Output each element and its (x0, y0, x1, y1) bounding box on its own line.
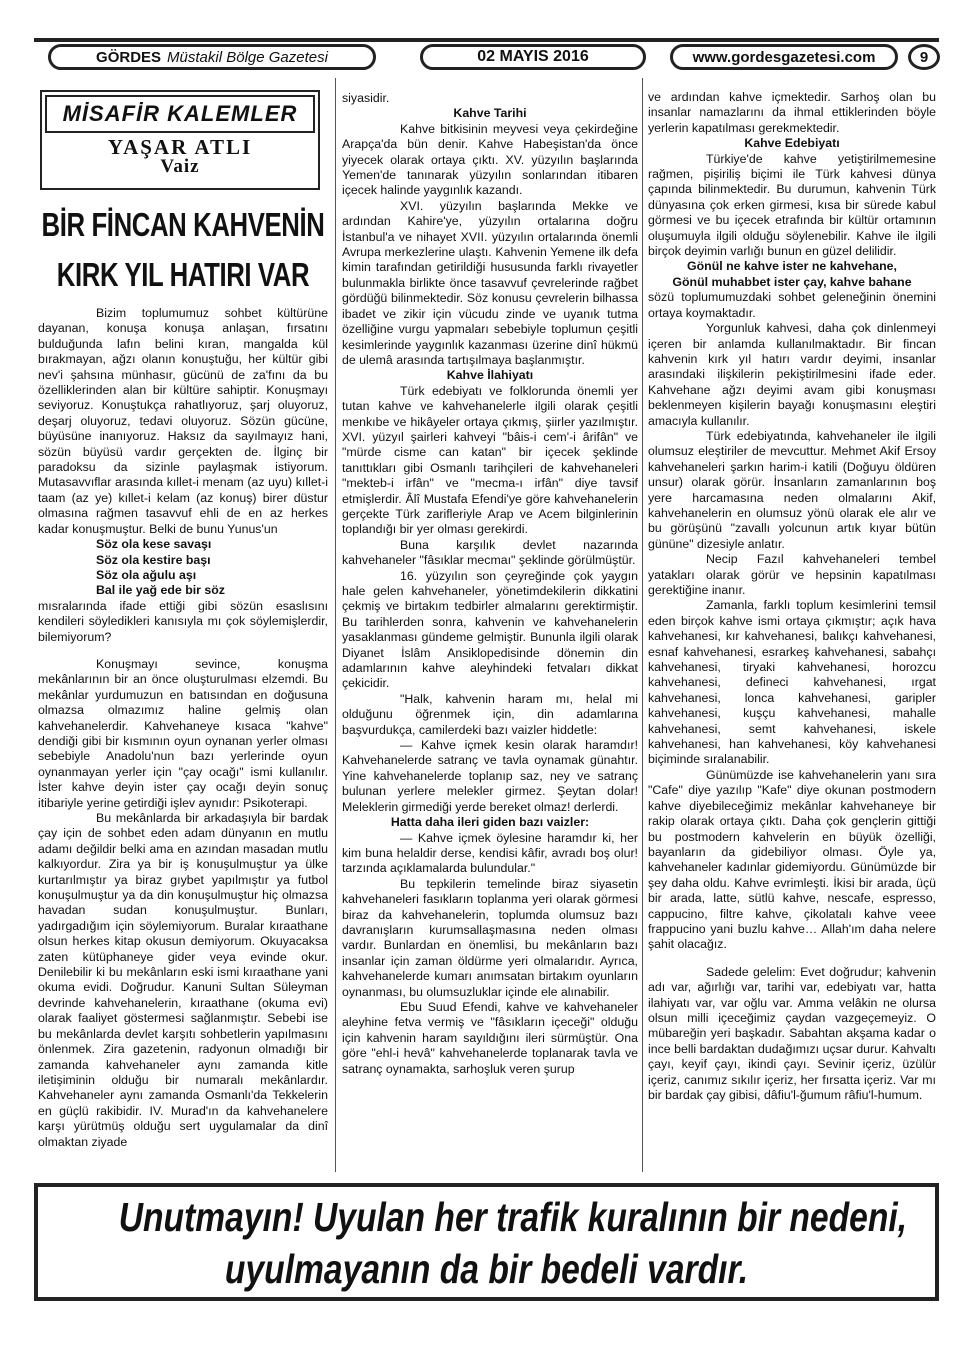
paragraph: Zamanla, farklı toplum kesimlerini temsil eden birçok kahve ismi ortaya çıkmıştır; açık hava kahvehanesi, kır kahvehanesi, balıkçı kahvehanesi, esnaf kahvehanesi, esrarkeş kahvehanesi, sabahçı kahvehanesi, tiryaki kahvehanesi, horozcu kahvehanesi, defineci kahvehanesi, ırgat kahvehanesi, lonca kahvehanesi, garipler kahvehanesi, kuşçu kahvehanesi, mahalle kahvehanesi, semt kahvehanesi, iskele kahvehanesi, han kahvehanesi, köy kahvehanesi biçiminde sıralanabilir. (648, 598, 936, 767)
paragraph: Ebu Suud Efendi, kahve ve kahvehaneler aleyhine fetva vermiş ve "fâsıkların içeceği" olduğu için kahvenin haram sayıldığını ileri sürmüştür. Ona göre "ehl-i hevâ" kahvehanelerde toplanarak tavla ve satranç oynamakta, sarhoşluk veren şurup (342, 999, 638, 1076)
paragraph: Necip Fazıl kahvehaneleri tembel yatakları olarak görür ve hepsinin kapatılması gerektiğine inanır. (648, 552, 936, 597)
subheading: Hatta daha ileri giden bazı vaizler: (390, 815, 590, 830)
paragraph: Sadede gelelim: Evet doğrudur; kahvenin adı var, ağırlığı var, tarihi var, edebiyatı var, hatta ilahiyatı var, var oğlu var. Amma velâkin ne olursa olsun milli içeceğimiz çaydan vazgeçemeyiz. O mübareğin yeri başkadır. Sabahtan akşama kadar o ince belli bardaktan dudağımızı uçsar durur. Kahvaltı çayı, keyif çayı, ikindi çayı. Sevinir içeriz, üzülür içeriz, canımız sıkılır içeriz, her fırsatta içeriz. Var mı bir bardak çay gibisi, dâfiu'l-ğumum râfiu'l-humum. (648, 964, 936, 1102)
headline-line-1: BİR FİNCAN KAHVENİN (41, 206, 325, 243)
paragraph: "Halk, kahvenin haram mı, helal mi olduğunu öğrenmek için, din adamlarına başvurdukça, camilerdeki bazı vaizler hiddetle: (342, 691, 638, 737)
paragraph: mısralarında ifade ettiği gibi sözün esaslısını kendileri söyledikleri kanısıyla mı çok söylemişlerdir, bilemiyorum? (38, 598, 328, 644)
paragraph: XVI. yüzyılın başlarında Mekke ve ardından Kahire'ye, yüzyılın ortalarına doğru İstanbul'a ve nihayet XVII. yüzyılın ortalarında önemli Avrupa merkezlerine ulaştı. Kahvenin Yemene ilk defa kimin tarafından getirildiği hususunda farklı rivayetler bulunmakla birlikte önce tasavvuf çevrelerinde rağbet gördüğü bilinmektedir. Söz konusu çevrelerin bilhassa ibadet ve zikir için vücudu zinde ve uyanık tutma özelliğine vurgu yapmaları sebebiyle toplumun çeşitli kesimlerinde yaygınlık kazanması üzerine dinî hükmü de ulemâ arasında tartışılmaya başlanmıştır. (342, 198, 638, 367)
paragraph: Yorgunluk kahvesi, daha çok dinlenmeyi içeren bir anlamda kullanılmaktadır. Bir fincan kahvenin kırk yıl hatırı vardır deyimi, insanlar arasındaki ilişkilerin pekiştirilmesini ifade eder. Kahvehane ağzı deyimi avam gibi konuşması beklenmeyen kişilerin bayağı konuşmasını eleştiri amacıyla kullanılır. (648, 321, 936, 428)
subheading: Kahve Edebiyatı (744, 136, 840, 151)
author-role: Vaiz (160, 156, 200, 177)
paragraph: Türk edebiyatında, kahvehaneler ile ilgili olumsuz eleştiriler de mevcuttur. Mehmet Akif Ersoy kahvehaneleri şarkın harim-i katili (Doğuyu öldüren unsur) olarak görür. İnsanların zamanlarının boş yere harcamasına neden olmalarını Akif, kahvehanelerin en olumsuz yönü olarak ele alır ve bu görüşünü "zavallı yolcunun artık kıyar bütün gününe" dizesiyle anlatır. (648, 428, 936, 551)
paragraph: Buna karşılık devlet nazarında kahvehaneler "fâsıklar mecmaı" şeklinde görülmüştür. (342, 537, 638, 568)
paragraph: Türkiye'de kahve yetiştirilmemesine rağmen, pişiriliş biçimi ile Türk kahvesi dünya çapında bilinmektedir. Bu durumun, kahvenin Türk dünyasına çok erken girmesi, kısa bir sürede kabul görmesi ve bu içecek etrafında bir kültür ortamının oluşumuyla ilgili olduğu söylenebilir. Kahve ile ilgili birçok deyimin varlığı bunun en güzel delilidir. (648, 151, 936, 259)
guest-writer-box (40, 90, 320, 190)
traffic-slogan-banner (34, 1183, 939, 1301)
poem-line: Söz ola ağulu aşı (96, 567, 197, 582)
header-rule (34, 38, 939, 42)
subheading: Kahve Tarihi (453, 106, 527, 121)
paragraph: ve ardından kahve içmektedir. Sarhoş olan bu insanlar namazlarını da ihmal ettiklerinden böyle yerlerin kapatılması gerekmektedir. (648, 90, 936, 135)
banner-line-1: Unutmayın! Uyulan her trafik kuralının bir nedeni, (118, 1194, 908, 1240)
subheading: Kahve İlahiyatı (446, 368, 534, 383)
poem-line: Bal ile yağ ede bir söz (96, 583, 225, 598)
masthead (34, 38, 939, 72)
issue-date: 02 MAYIS 2016 (420, 44, 646, 70)
paragraph: 16. yüzyılın son çeyreğinde çok yaygın hale gelen kahvehaneler, yönetimdekilerin dikkatini çekmiş ve birtakım tedbirler almalarını gerektirmiştir. Bu tarihlerden sonra, kahvenin ve kahvehanelerin yasaklanması gündeme gelmiştir. Bununla ilgili olarak Diyanet İslâm Ansiklopedisinde dönemin din adamlarının kahve aleyhindeki fetvaları dikkat çekicidir. (342, 568, 638, 691)
website-link[interactable]: www.gordesgazetesi.com (670, 44, 898, 70)
article-column-3 (648, 90, 936, 1103)
quote-line: Gönül muhabbet ister çay, kahve bahane (672, 274, 912, 289)
section-title: MİSAFİR KALEMLER (45, 95, 315, 133)
poem-line: Söz ola kese savaşı (96, 537, 212, 552)
column-divider (335, 78, 336, 1172)
paper-name: GÖRDES (96, 48, 162, 66)
paper-name-pill (48, 44, 376, 70)
paragraph: siyasidir. (342, 91, 390, 105)
paragraph: Konuşmayı sevince, konuşma mekânlarının bir an önce oluşturulması elzemdi. Bu mekânlar yurdumuzun en batısından en doğusuna olmazsa olmazımız haline gelmiş olan kahvehanelerdir. Kahvehaneye kısaca "kahve" dendiği gibi bir kısmının oyun oynanan yerler olması sebebiyle Anadolu'nun bazı yerlerinde oyun oynanmayan yerler için "çay ocağı" ismi kullanılır. İster kahve deyin ister çay ocağı deyin sonuç itibariyle yerine getirdiği işlev aynıdır: Psikoterapi. (38, 656, 328, 810)
paragraph: — Kahve içmek kesin olarak haramdır! Kahvehanelerde satranç ve tavla oynamak günahtır. Yine kahvehanelerde toplanıp saz, ney ve satranç bulunan yerlere melekler girmez. Şeytan dolar! Meleklerin girmediği yerde bereket olmaz! derlerdi. (342, 738, 638, 814)
paragraph: Bizim toplumumuz sohbet kültürüne dayanan, konuşa konuşa anlaşan, fırsatını bulduğunda lafın belini kıran, mangalda kül bırakmayan, ağzı olanın konuştuğu, her kültür gibi nev'i şahsına münhasır, gücünü de za'fını da bu özelliklerinden alan bir kültüre sahiptir. Konuşmayı seviyoruz. Konuştukça rahatlıyoruz, şarj oluyoruz, deşarj oluyoruz, tedavi oluyoruz. Sözün gücüne, büyüsüne inanıyoruz. Haksız da sayılmayız hani, sözün büyüsü vardır gerçekten de. İlginç bir paradoksu da sizinle paylaşmak istiyorum. Mutasavvıflar arasında kıllet-i menam (az uyu) kıllet-i taam (az ye) kıllet-i kelam (az konuş) birer düstur olmasına rağmen tasavvuf ehli de en az herkes kadar konuşmuştur. Belki de bunu Yunus'un (38, 306, 328, 536)
paragraph: sözü toplumumuzdaki sohbet geleneğinin önemini ortaya koymaktadır. (648, 290, 936, 320)
poem-line: Söz ola kestire başı (96, 552, 211, 567)
paragraph: Kahve bitkisinin meyvesi veya çekirdeğine Arapça'da bün denir. Kahve Habeşistan'da önce yiyecek olarak ortaya çıktı. XV. yüzyılın başlarında Yemen'de tanınarak yüzyılın sonlarından itibaren içecek halinde yaygınlık kazandı. (342, 121, 638, 198)
paper-subtitle: Müstakil Bölge Gazetesi (167, 48, 328, 66)
banner-line-2: uyulmayanın da bir bedeli vardır. (224, 1246, 749, 1292)
author-name: YAŞAR ATLI (107, 135, 253, 159)
column-divider (642, 78, 643, 1172)
paragraph: Bu mekânlarda bir arkadaşıyla bir bardak çay için de sohbet eden adam dünyanın en mutlu adamı değildir belki ama en azından masadan mutlu kalkıyordur. Zira ya bir iş konuşulmuştur ya ülke kurtarılmıştır ya biraz gıybet yapılmıştır ya futbol konuşulmuştur ya da din konuşulmuştur hiç olmazsa havadan sudan konuşulmuştur. Bunları, yadırgadığım için söylemiyorum. Buralar kıraathane olsun herkes kitap okusun demiyorum. Okuyacaksa zaten kütüphaneye gider veya evinde okur. Denilebilir ki bu mekânların eski ismi kıraathane yani okuma evidi. Doğrudur. Kanuni Sultan Süleyman devrinde kahvehanelerin, kıraathane (okuma evi) olarak faaliyet göstermesi sağlanmıştır. Sebebi ise bu mekânlarda devlet karşıtı sohbetlerin yapılmasını önlenmek. Zira gazetenin, radyonun olmadığı bir zamanda kahvehaneler aynı zamanda kitle iletişiminin olduğu bir numaralı mekânlardır. Kahvehaneler aynı zamanda Osmanlı'da Tekkelerin en güçlü rakibidir. IV. Murad'ın da kahvehanelere karşı yürütmüş olduğu sert uygulamalar da dinî olmaktan ziyade (38, 811, 328, 1149)
paragraph: Bu tepkilerin temelinde biraz siyasetin kahvehaneleri fasıkların toplanma yeri olarak görmesi biraz da kahvehanelerin, toplumda olumsuz bazı davranışların kurumsallaşmasına neden olması vardır. Bunlardan en önemlisi, bu mekânların bazı insanlar için zaman öldürme yeri olmalarıdır. Ayrıca, kahvehanelerde kumarı anımsatan birtakım oyunların oynanması, bu olumsuzluklar içinde ele alınabilir. (342, 876, 638, 999)
article-column-1 (38, 90, 328, 1150)
headline-line-2: KIRK YIL HATIRI VAR (56, 256, 310, 293)
paragraph: — Kahve içmek öylesine haramdır ki, her kim buna helaldir derse, kendisi kâfir, avradı boş olur! tarzında açıklamalarda bulundular." (342, 830, 638, 876)
article-headline (39, 200, 328, 300)
quote-line: Gönül ne kahve ister ne kahvehane, (687, 259, 897, 274)
page-number: 9 (908, 44, 940, 70)
paragraph: Türk edebiyatı ve folklorunda önemli yer tutan kahve ve kahvehanelerle ilgili olarak çeşitli menkıbe ve hikâyeler ortaya çıkmış, şiirler yazılmıştır. XVI. yüzyıl şairleri kahveyi "bâis-i cem'-i ârifân" ve "mürde cisme can katan" bir içecek şeklinde tanıttıkları gibi Osmanlı tarihçileri de kahvehaneleri "mekteb-i irfân" ve "mecma-ı irfân" diye tavsif etmişlerdir. Âlî Mustafa Efendi'ye göre kahvehanelerin gerçekte Türk zarifleriyle Arap ve Acem bilginlerinin toplandığı bir yer olması gerekirdi. (342, 383, 638, 537)
article-column-2 (342, 91, 638, 1077)
paragraph: Günümüzde ise kahvehanelerin yanı sıra "Cafe" diye yazılıp "Kafe" diye okunan postmodern kahve diyebileceğimiz mekânlar kahvehaneye bir rakip olarak ortaya çıktı. Daha çok gençlerin gittiği bu postmodern kahvelerin en büyük özelliği, bayanların da gidebiliyor olması. Öyle ya, kahvehaneler kadınlar gidemiyordu. Günümüzde bir şey daha oldu. Kahve evrimleşti. İkisi bir arada, üçü bir arada, latte, sütlü kahve, nescafe, espresso, cappucino, filtre kahve, çikolatalı kahve veee frappucino yani buzlu kahve… Allah'ım daha nelere şahit olacağız. (648, 767, 936, 952)
